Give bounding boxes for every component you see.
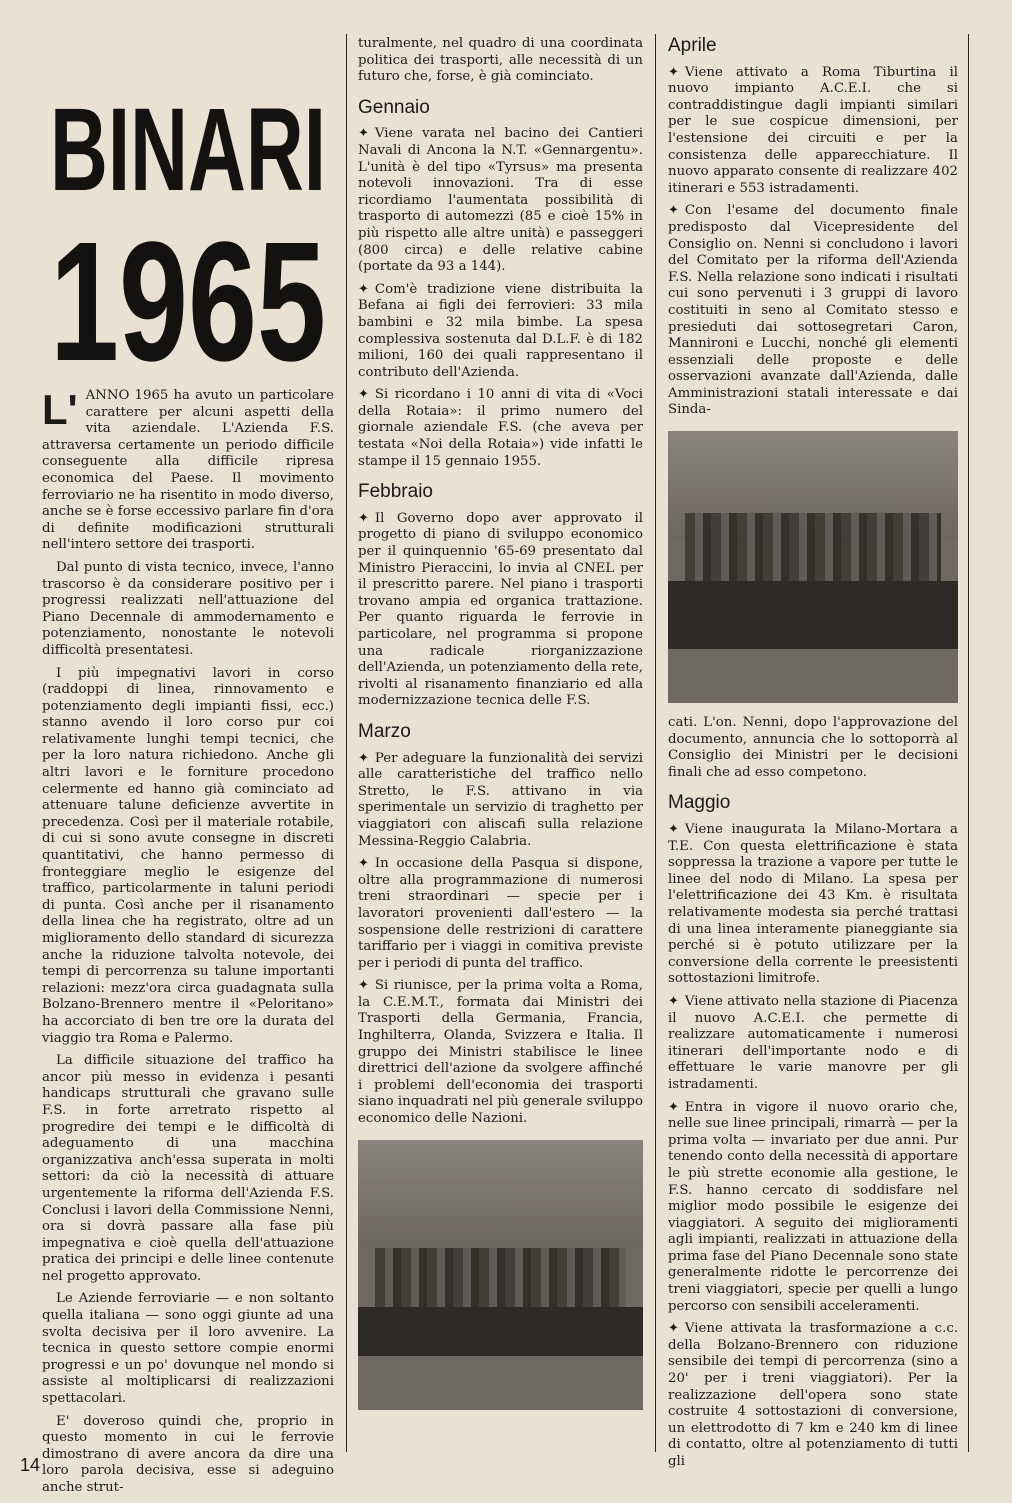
bullet-icon: ✦	[668, 203, 679, 219]
intro-paragraph: La difficile situazione del traffico ha ancor più messo in evidenza i pesanti handicaps strutturali che gravano sulle F.S. in forte arretrato rispetto al progredire dei tempi e le difficoltà di adeguamento di una macchina organizzativa anch'essa superata in molti settori: da ciò la necessità di attuare urgentemente la riforma dell'Azienda F.S. Conclusi i lavori della Commissione Nenni, ora si dovrà passare alla fase più impegnativa e cioè quella dell'attuazione pratica dei principi e delle linee contenute nel progetto approvato.	[42, 1053, 334, 1284]
bullet-icon: ✦	[358, 510, 369, 526]
intro-paragraph: I più impegnativi lavori in corso (raddoppi di linea, rinnovamento e potenziamento degli impianti fissi, ecc.) stanno avendo il loro corso pur coi relativamente lunghi tempi tecnici, che per la loro natura richiedono. Anche gli altri lavori e le forniture procedono celermente ed hanno già cominciato ad attenuare talune deficienze avvertite in precedenza. Così per il materiale rotabile, di cui si sono avute consegne in discreti quantitativi, che hanno permesso di fronteggiare meglio le esigenze del traffico, particolarmente in taluni periodi di punta. Così anche per il risanamento della linea che ha registrato, oltre ad un miglioramento dello standard di sicurezza anche la riduzione talvolta notevole, dei tempi di percorrenza su talune importanti relazioni: mezz'ora circa guadagnata sulla Bolzano-Brennero mentre il «Peloritano» ha accorciato di ben tre ore la durata del viaggio tra Roma e Palermo.	[42, 665, 334, 1046]
entry: ✦ Si riunisce, per la prima volta a Roma, la C.E.M.T., formata dai Ministri dei Trasporti della Germania, Francia, Inghilterra, Olanda, Svizzera e Italia. Il gruppo dei Ministri stabilisce le linee direttrici dell'azione da svolgere affinché i problemi dell'economia dei trasporti siano inquadrati nel più generale sviluppo economico delle Nazioni.	[358, 978, 643, 1127]
bullet-icon: ✦	[358, 281, 369, 297]
month-heading-marzo: Marzo	[358, 720, 411, 742]
intro-column	[42, 388, 334, 1503]
intro-paragraph: Dal punto di vista tecnico, invece, l'anno trascorso è da considerare positivo per i progressi realizzati nell'attuazione del Piano Decennale di ammodernamento e potenziamento, nonostante le notevoli difficoltà presentatesi.	[42, 559, 334, 658]
bullet-icon: ✦	[668, 1321, 679, 1337]
bullet-icon: ✦	[358, 978, 369, 994]
entry: ✦ Viene attivata la trasformazione a c.c. della Bolzano-Brennero con riduzione sensibile dei tempi di percorrenza (sino a 20' per i treni viaggiatori). Per la realizzazione dell'opera sono state costruite 4 sottostazioni di conversione, un elettrodotto di 7 km e 240 km di linee di contatto, oltre al potenziamento di tutti gli	[668, 1321, 958, 1469]
aprile-continuation: cati. L'on. Nenni, dopo l'approvazione del documento, annuncia che lo sottoporrà al Consiglio dei Ministri per le decisioni finali che ad esso competono.	[668, 715, 958, 780]
intro-paragraph: L' ANNO 1965 ha avuto un particolare carattere per alcuni aspetti della vita aziendale. L'Azienda F.S. attraversa certamente un periodo difficile conseguente alla difficile ripresa economica del Paese. Il movimento ferroviario ne ha risentito in modo diverso, anche se è forse eccessivo parlare fin d'ora di definite modificazioni strutturali nell'intero settore dei trasporti.	[42, 386, 334, 553]
lead-continuation: turalmente, nel quadro di una coordinata politica dei trasporti, alle necessità di un futuro che, forse, è già cominciato.	[358, 36, 643, 85]
meeting-photo-committee	[668, 431, 958, 703]
column-rule-2	[655, 34, 656, 1452]
masthead-year: 1965	[50, 207, 326, 372]
entry: ✦ Con l'esame del documento finale predisposto dal Vicepresidente del Consiglio on. Nenni si concludono i lavori del Comitato per la riforma dell'Azienda F.S. Nella relazione sono indicati i risultati cui sono pervenuti i 3 gruppi di lavoro costituiti in seno al Comitato stesso e presieduti dai sottosegretari Caron, Mannironi e Lucchi, nonché gli elementi essenziali delle proposte e delle osservazioni avanzate dall'Azienda, dalle Amministrazioni statali interessate e dai Sinda-	[668, 203, 958, 418]
dropcap: L'	[42, 386, 78, 433]
entry: ✦ Viene attivato nella stazione di Piacenza il nuovo A.C.E.I. che permette di realizzare automaticamente i numerosi itinerari dell'importante nodo e di effettuare le varie manovre per gli istradamenti.	[668, 993, 958, 1092]
entry: ✦ Viene varata nel bacino dei Cantieri Navali di Ancona la N.T. «Gennargentu». L'unità è del tipo «Tyrsus» ma presenta notevoli innovazioni. Tra di esse ricordiamo l'aumentata possibilità di trasporto di automezzi (85 e cioè 15% in più rispetto alle altre unità) e passeggeri (800 circa) e delle relative cabine (portate da 93 a 144).	[358, 126, 643, 275]
meeting-photo-ministers	[358, 1140, 643, 1410]
month-heading-febbraio: Febbraio	[358, 481, 433, 503]
column-rule-1	[346, 34, 347, 1452]
bullet-icon: ✦	[358, 856, 369, 872]
column-rule-3	[968, 34, 969, 1452]
intro-paragraph: E' doveroso quindi che, proprio in questo momento in cui le ferrovie dimostrano di avere ancora da dire una loro parola decisiva, esse si adeguino anche strut-	[42, 1413, 334, 1495]
chronicle-column-3	[668, 35, 958, 1477]
masthead	[42, 42, 334, 372]
bullet-icon: ✦	[358, 750, 369, 766]
entry: ✦ Com'è tradizione viene distribuita la Befana ai figli dei ferrovieri: 33 mila bambini e 32 mila bimbe. La spesa complessiva sostenuta dal D.L.F. è di 182 milioni, 160 dei quali rappresentano il contributo dell'Azienda.	[358, 281, 643, 380]
month-heading-aprile: Aprile	[668, 35, 717, 56]
entry: ✦ Il Governo dopo aver approvato il progetto di piano di sviluppo economico per il quinquennio '65-69 presentato dal Ministro Pieraccini, lo invia al CNEL per il prescritto parere. Nel piano i trasporti trovano ampia ed organica trattazione. Per quanto riguarda le ferrovie in particolare, nel programma si propone una radicale riorganizzazione dell'Azienda, un potenziamento della rete, rivolti al risanamento finanziario ed alla modernizzazione tecnica delle F.S.	[358, 510, 643, 709]
bullet-icon: ✦	[668, 822, 679, 838]
bullet-icon: ✦	[668, 64, 679, 80]
page-number: 14	[20, 1455, 41, 1475]
masthead-word: BINARI	[50, 84, 326, 216]
entry: ✦ Viene attivato a Roma Tiburtina il nuovo impianto A.C.E.I. che si contraddistingue dagli impianti similari per le sue cospicue dimensioni, per l'estensione dei circuiti e per la consistenza delle apparecchiature. Il nuovo apparato consente di realizzare 402 itinerari e 553 istradamenti.	[668, 64, 958, 196]
entry: ✦ Viene inaugurata la Milano-Mortara a T.E. Con questa elettrificazione è stata soppressa la trazione a vapore per tutte le linee del nodo di Milano. La spesa per l'elettrificazione dei 43 Km. è risultata relativamente modesta sia perché trattasi di una linea interamente pianeggiante sia perché si è potuto utilizzare per la conversione della corrente le preesistenti sottostazioni limitrofe.	[668, 822, 958, 987]
entry: ✦ Entra in vigore il nuovo orario che, nelle sue linee principali, rimarrà — per la prima volta — invariato per due anni. Pur tenendo conto della necessità di apportare le più strette economie alla gestione, le F.S. hanno cercato di soddisfare nel miglior modo possibile le esigenze dei viaggiatori. A seguito dei miglioramenti agli impianti, realizzati in attuazione della prima fase del Piano Decennale sono state generalmente ridotte le percorrenze dei treni viaggiatori, specie per quelli a lungo percorso con sensibili acceleramenti.	[668, 1099, 958, 1314]
entry: ✦ Si ricordano i 10 anni di vita di «Voci della Rotaia»: il primo numero del giornale aziendale F.S. (che aveva per testata «Noi della Rotaia») vide infatti le stampe il 15 gennaio 1955.	[358, 387, 643, 469]
intro-paragraph: Le Aziende ferroviarie — e non soltanto quella italiana — sono oggi giunte ad una svolta decisiva per il loro avvenire. La tecnica in questo settore compie enormi progressi e un po' dovunque nel mondo si assiste al moltiplicarsi di realizzazioni spettacolari.	[42, 1291, 334, 1407]
bullet-icon: ✦	[358, 126, 369, 142]
bullet-icon: ✦	[668, 993, 679, 1009]
month-heading-maggio: Maggio	[668, 792, 731, 814]
entry: ✦ Per adeguare la funzionalità dei servizi alle caratteristiche del traffico nello Stretto, le F.S. attivano in via sperimentale un servizio di traghetto per viaggiatori con aliscafi sulla relazione Messina-Reggio Calabria.	[358, 750, 643, 849]
bullet-icon: ✦	[358, 387, 369, 403]
bullet-icon: ✦	[668, 1099, 679, 1115]
chronicle-column-2	[358, 36, 643, 1422]
month-heading-gennaio: Gennaio	[358, 96, 430, 118]
entry: ✦ In occasione della Pasqua si dispone, oltre alla programmazione di numerosi treni straordinari — specie per i lavoratori provenienti dall'estero — la sospensione delle restrizioni di carattere tariffario per i viaggi in comitiva previste per i periodi di punta del traffico.	[358, 856, 643, 971]
